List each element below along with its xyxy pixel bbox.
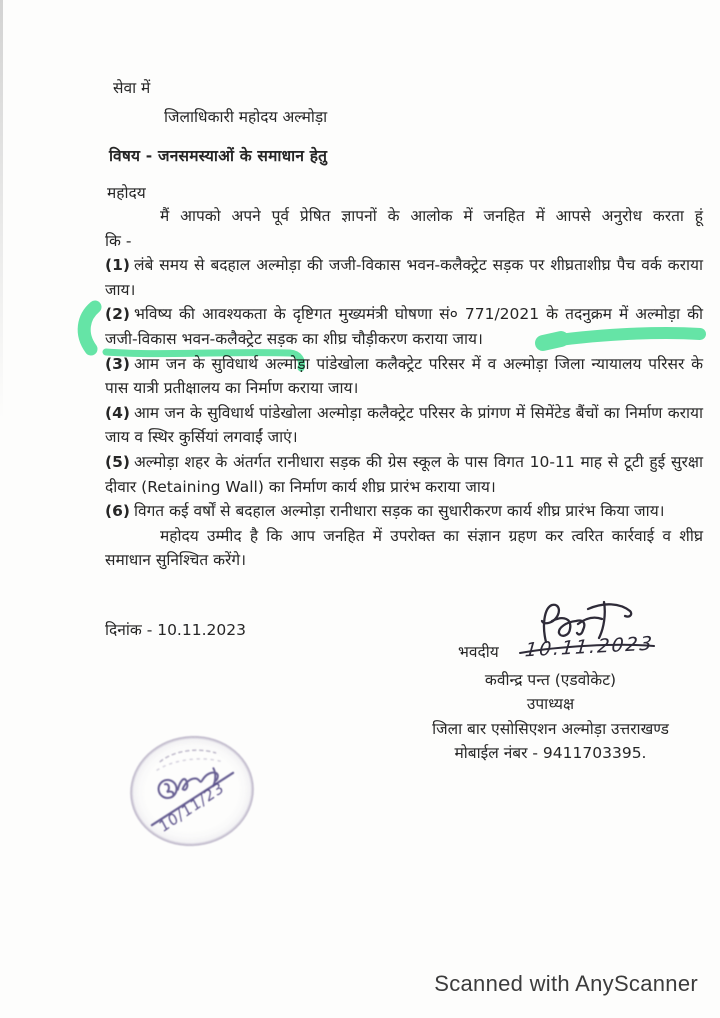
signature-block [408,668,693,765]
point-6 [105,499,703,524]
signoff: भवदीय [458,643,499,661]
point-number: (2) [105,305,130,324]
stamp-contents-icon [124,729,260,853]
point-number: (6) [105,502,130,521]
intro-line-2: कि - [105,231,132,250]
point-text: लंबे समय से बदहाल अल्मोड़ा की जजी-विकास भवन-कलैक्ट्रेट सड़क पर शीघ्रताशीघ्र पैच वर्क कराया जाय। [105,256,703,299]
point-text: आम जन के सुविधार्थ पांडेखोला अल्मोड़ा कलैक्ट्रेट परिसर के प्रांगण में सिमेंटेड बैंचों का निर्माण कराया जाय व स्थिर कुर्सियां लगवाईं जाएं। [105,403,703,447]
signer-title: उपाध्यक्ष [526,695,575,714]
addressee-name: जिलाधिकारी महोदय अल्मोड़ा [164,108,328,126]
round-stamp [124,729,260,853]
point-number: (1) [105,256,130,275]
signer-name: कवीन्द्र पन्त (एडवोकेट) [484,671,617,689]
point-3 [105,352,703,401]
point-text: भविष्य की आवश्यकता के दृष्टिगत मुख्यमंत्री घोषणा सं० 771/2021 के तदनुक्रम में अल्मोड़ा की जजी-विकास भवन-कलैक्ट्रेट सड़क का शीघ्र चौड़ीकरण कराया जाय। [105,305,703,348]
point-5 [105,450,703,499]
subject-line: विषय - जनसमस्याओं के समाधान हेतु [109,147,328,165]
scan-edge-shadow [0,0,3,420]
intro-paragraph [105,204,703,253]
point-number: (4) [105,403,130,422]
point-text: अल्मोड़ा शहर के अंतर्गत रानीधारा सड़क की ग्रेस स्कूल के पास विगत 10-11 माह से टूटी हुई सुरक्षा दीवार (Retaining Wall) का निर्माण कार्य शीघ्र प्रारंभ कराया जाय। [105,452,703,496]
point-1 [105,253,703,302]
point-4 [105,401,703,450]
closing-paragraph: महोदय उम्मीद है कि आप जनहित में उपरोक्त का संज्ञान ग्रहण कर त्वरित कार्रवाई व शीघ्र समाधान सुनिश्चित करेंगे। [105,526,703,570]
addressee-prefix: सेवा में [113,79,151,97]
scanner-watermark: Scanned with AnyScanner [434,971,698,996]
point-2 [105,302,703,351]
point-text: विगत कई वर्षों से बदहाल अल्मोड़ा रानीधारा सड़क का सुधारीकरण कार्य शीघ्र प्रारंभ किया जाय। [133,502,665,521]
date-line: दिनांक - 10.11.2023 [105,621,246,639]
signer-mobile: मोबाईल नंबर - 9411703395. [454,743,647,762]
handwritten-signature-date: 10.11.2023 [524,632,655,662]
greeting: महोदय [107,184,146,202]
letter-body [105,204,703,573]
point-number: (5) [105,452,130,471]
intro-line-1: मैं आपको अपने पूर्व प्रेषित ज्ञापनों के आलोक में जनहित में आपसे अनुरोध करता हूं [160,207,703,225]
signer-organization: जिला बार एसोसिएशन अल्मोड़ा उत्तराखण्ड [432,719,669,738]
point-text: आम जन के सुविधार्थ अल्मोड़ा पांडेखोला कलैक्ट्रेट परिसर में व अल्मोड़ा जिला न्यायालय परिसर के पास यात्री प्रतीक्षालय का निर्माण कराया जाय। [105,354,703,398]
stamp-handwritten-date: 10/11/23 [156,778,228,837]
point-number: (3) [105,354,130,373]
